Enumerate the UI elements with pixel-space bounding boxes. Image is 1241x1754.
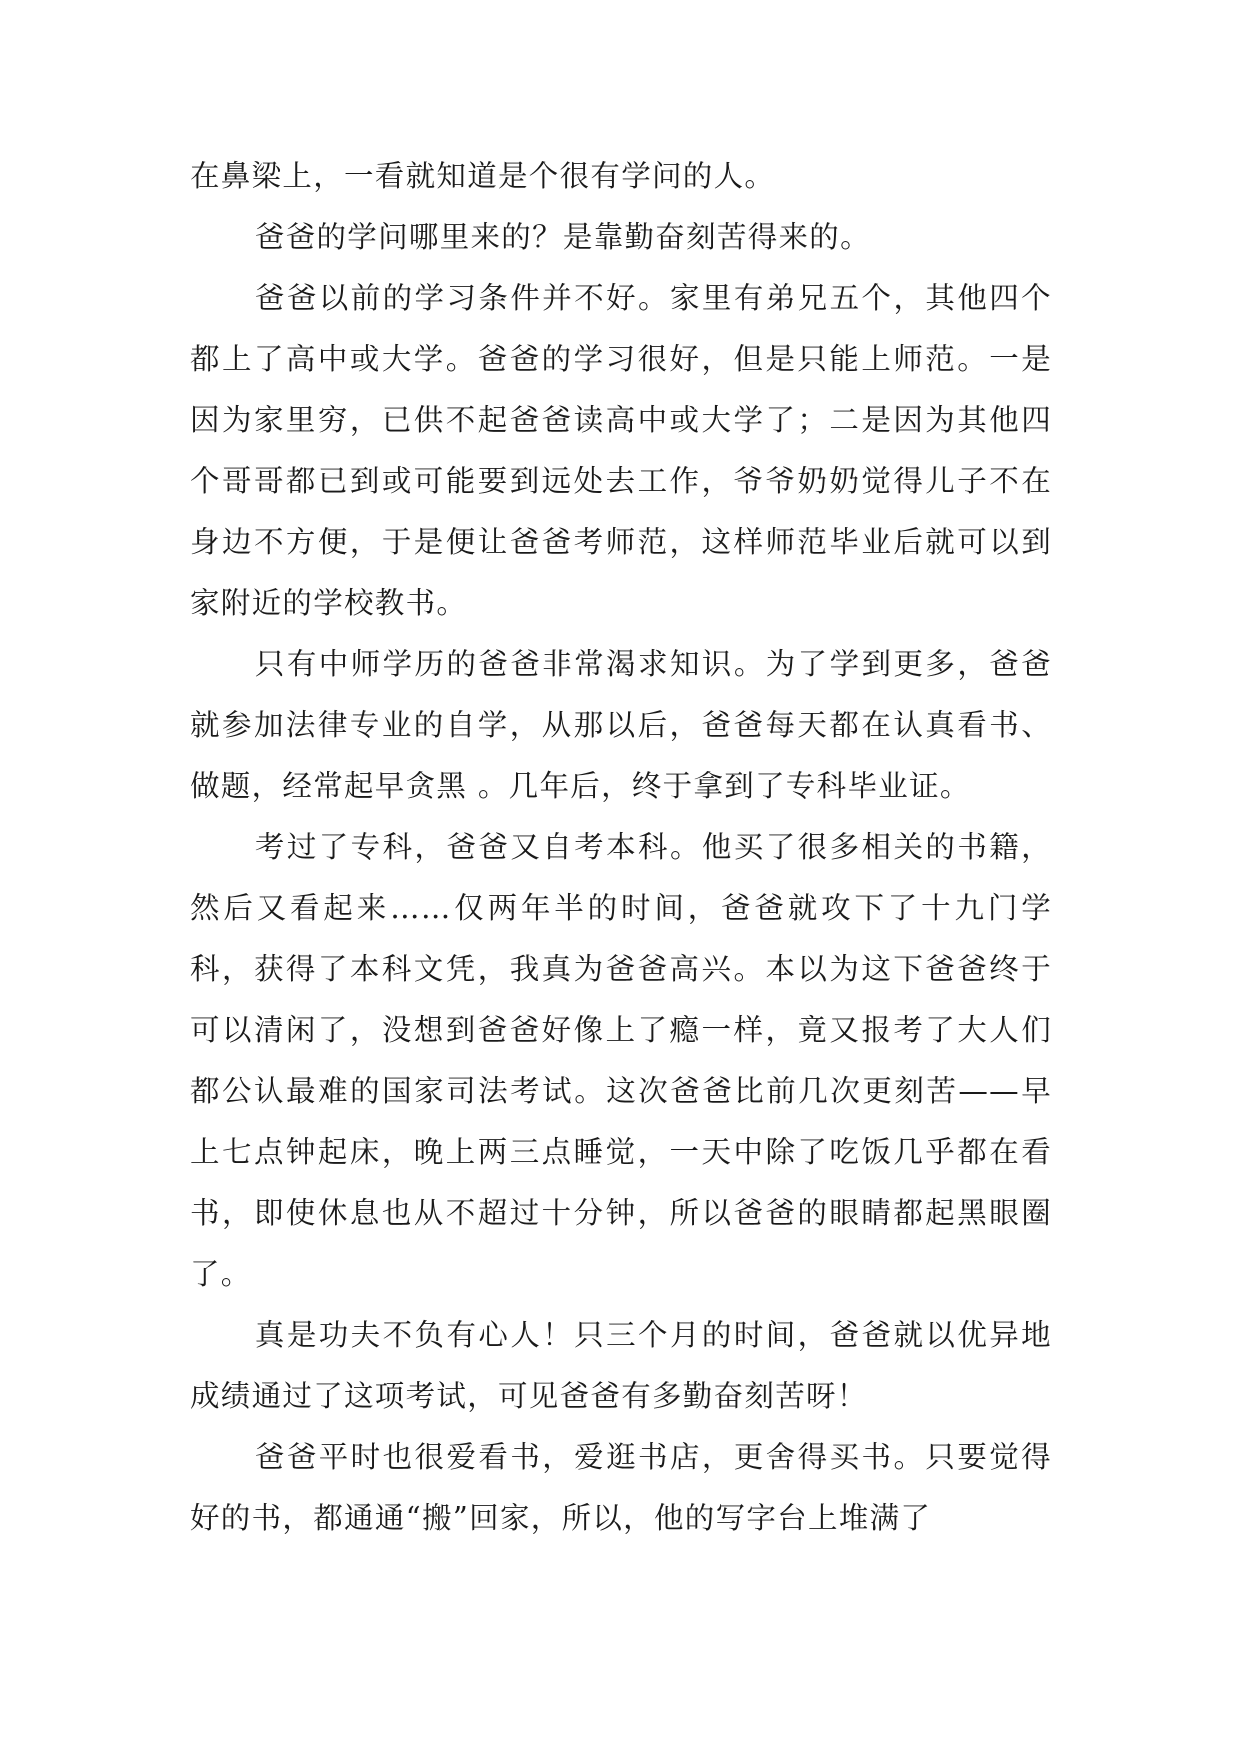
document-body <box>190 146 1052 1549</box>
paragraph-4: 只有中师学历的爸爸非常渴求知识。为了学到更多，爸爸就参加法律专业的自学，从那以后，爸爸每天都在认真看书、做题，经常起早贪黑 。几年后，终于拿到了专科毕业证。 <box>190 647 1052 803</box>
paragraph-1: 在鼻梁上，一看就知道是个很有学问的人。 <box>190 159 776 193</box>
paragraph-2: 爸爸的学问哪里来的？是靠勤奋刻苦得来的。 <box>254 220 871 254</box>
paragraph-6: 真是功夫不负有心人！只三个月的时间，爸爸就以优异地成绩通过了这项考试，可见爸爸有多勤奋刻苦呀！ <box>190 1318 1052 1413</box>
paragraph-5: 考过了专科，爸爸又自考本科。他买了很多相关的书籍，然后又看起来……仅两年半的时间，爸爸就攻下了十九门学科，获得了本科文凭，我真为爸爸高兴。本以为这下爸爸终于可以清闲了，没想到爸爸好像上了瘾一样，竟又报考了大人们都公认最难的国家司法考试。这次爸爸比前几次更刻苦——早上七点钟起床，晚上两三点睡觉，一天中除了吃饭几乎都在看书，即使休息也从不超过十分钟，所以爸爸的眼睛都起黑眼圈了。 <box>190 830 1052 1291</box>
paragraph-7: 爸爸平时也很爱看书，爱逛书店，更舍得买书。只要觉得好的书，都通通“搬”回家，所以，他的写字台上堆满了 <box>190 1440 1052 1535</box>
paragraph-3: 爸爸以前的学习条件并不好。家里有弟兄五个，其他四个都上了高中或大学。爸爸的学习很好，但是只能上师范。一是因为家里穷，已供不起爸爸读高中或大学了；二是因为其他四个哥哥都已到或可能要到远处去工作，爷爷奶奶觉得儿子不在身边不方便，于是便让爸爸考师范，这样师范毕业后就可以到家附近的学校教书。 <box>190 281 1052 620</box>
